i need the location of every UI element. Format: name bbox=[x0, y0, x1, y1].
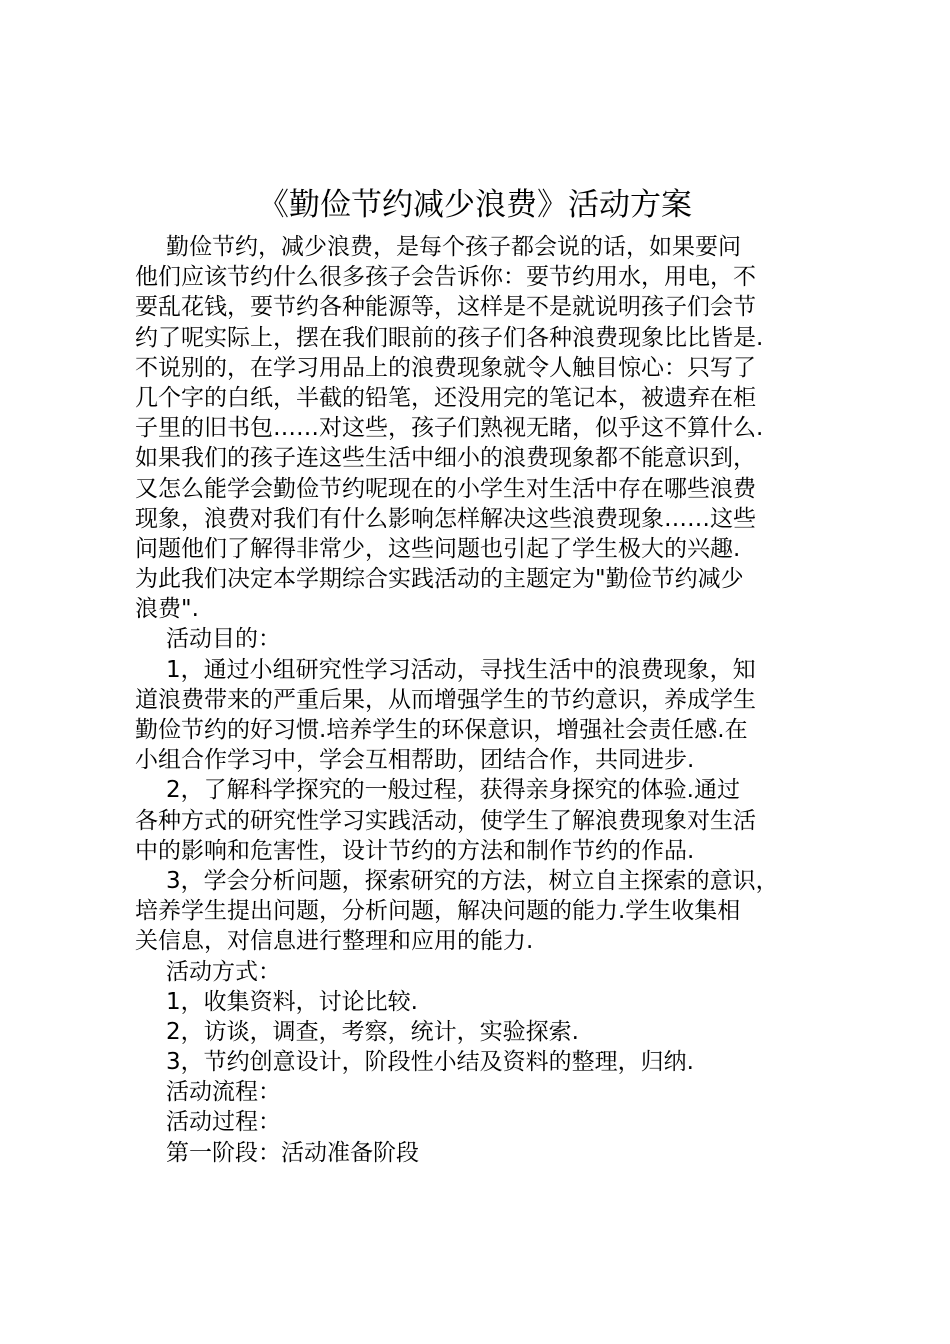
body-line: 为此我们决定本学期综合实践活动的主题定为"勤俭节约减少 bbox=[135, 566, 744, 593]
body-line: 第一阶段：活动准备阶段 bbox=[166, 1139, 419, 1166]
body-line: 子里的旧书包……对这些，孩子们熟视无睹，似乎这不算什么. bbox=[135, 415, 764, 442]
body-line: 要乱花钱，要节约各种能源等，这样是不是就说明孩子们会节 bbox=[135, 294, 756, 321]
body-line: 活动过程： bbox=[166, 1109, 281, 1136]
body-line: 关信息，对信息进行整理和应用的能力. bbox=[135, 928, 534, 955]
body-line: 培养学生提出问题，分析问题，解决问题的能力.学生收集相 bbox=[135, 898, 741, 925]
body-line: 浪费". bbox=[135, 596, 199, 623]
body-line: 活动流程： bbox=[166, 1079, 281, 1106]
body-line: 活动方式： bbox=[166, 958, 281, 985]
body-line: 如果我们的孩子连这些生活中细小的浪费现象都不能意识到， bbox=[135, 445, 756, 472]
document-title: 《勤俭节约减少浪费》活动方案 bbox=[258, 187, 692, 223]
body-line: 他们应该节约什么很多孩子会告诉你：要节约用水，用电，不 bbox=[135, 264, 756, 291]
document-body bbox=[135, 232, 855, 1168]
body-line: 约了呢实际上，摆在我们眼前的孩子们各种浪费现象比比皆是. bbox=[135, 324, 764, 351]
body-line: 小组合作学习中，学会互相帮助，团结合作，共同进步. bbox=[135, 747, 695, 774]
body-line: 道浪费带来的严重后果，从而增强学生的节约意识，养成学生 bbox=[135, 686, 756, 713]
body-line: 问题他们了解得非常少，这些问题也引起了学生极大的兴趣. bbox=[135, 535, 741, 562]
body-line: 3，节约创意设计，阶段性小结及资料的整理，归纳. bbox=[166, 1049, 694, 1076]
body-line: 1，收集资料，讨论比较. bbox=[166, 988, 418, 1015]
body-line: 中的影响和危害性，设计节约的方法和制作节约的作品. bbox=[135, 837, 695, 864]
body-line: 3，学会分析问题，探索研究的方法，树立自主探索的意识， bbox=[166, 867, 779, 894]
body-line: 各种方式的研究性学习实践活动，使学生了解浪费现象对生活 bbox=[135, 807, 756, 834]
body-line: 2，了解科学探究的一般过程，获得亲身探究的体验.通过 bbox=[166, 777, 740, 804]
body-line: 勤俭节约，减少浪费，是每个孩子都会说的话，如果要问 bbox=[166, 234, 741, 260]
body-line: 不说别的，在学习用品上的浪费现象就令人触目惊心：只写了 bbox=[135, 354, 756, 381]
body-line: 几个字的白纸，半截的铅笔，还没用完的笔记本，被遗弃在柜 bbox=[135, 384, 756, 411]
body-line: 1，通过小组研究性学习活动，寻找生活中的浪费现象，知 bbox=[166, 656, 756, 683]
body-line: 现象，浪费对我们有什么影响怎样解决这些浪费现象……这些 bbox=[135, 505, 756, 532]
body-line: 勤俭节约的好习惯.培养学生的环保意识，增强社会责任感.在 bbox=[135, 717, 748, 743]
body-line: 活动目的： bbox=[166, 626, 281, 653]
body-line: 2，访谈，调查，考察，统计，实验探索. bbox=[166, 1018, 579, 1045]
body-line: 又怎么能学会勤俭节约呢现在的小学生对生活中存在哪些浪费 bbox=[135, 475, 756, 502]
